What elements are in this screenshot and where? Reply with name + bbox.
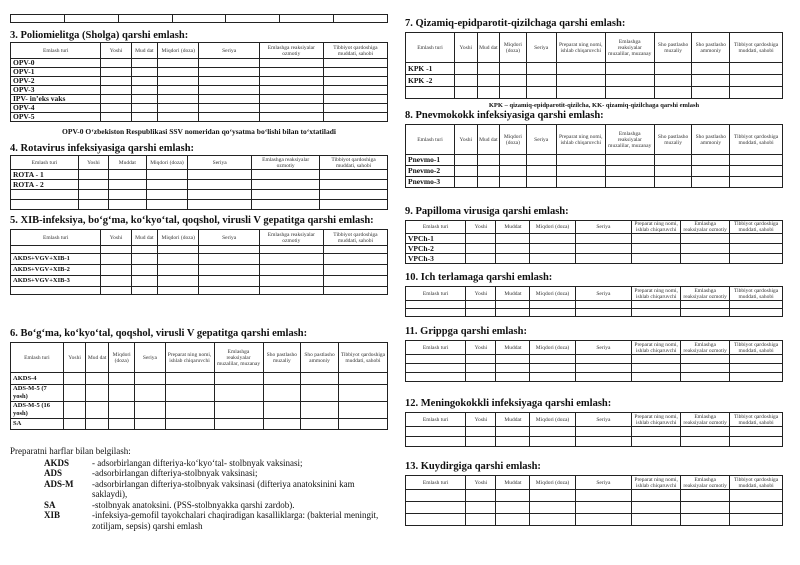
section-title: 3. Poliomielitga (Sholga) qarshi emlash: <box>10 30 189 41</box>
vaccination-table <box>405 475 783 526</box>
vaccination-table <box>10 155 388 210</box>
legend-code: AKDS <box>44 457 70 468</box>
section-4 <box>10 143 388 210</box>
legend-text: -infeksiya-gemofil tayokchalari chaqiradigan kasalliklarga: (bakterial meningit, zotiljam, sepsis) qarshi emlash <box>92 510 379 531</box>
column-header: Emlash turi <box>11 230 101 246</box>
column-header: Emlashga reaksiyalar ozmotiy <box>259 43 323 59</box>
vaccination-table <box>405 340 783 382</box>
column-header: Emlashga reaksiyalar ozmotiy <box>681 476 730 490</box>
section-note: OPV-0 O‘zbekiston Respublikasi SSV nomeridan qo‘ysatma bo‘lishi bilan to‘xtatiladi <box>62 127 336 136</box>
column-header: Miqdori (doza) <box>158 43 199 59</box>
section-title: 5. XIB-infeksiya, bo‘g‘ma, ko‘kyo‘tal, qoqshol, virusli V gepatitga qarshi emlash: <box>10 215 374 226</box>
top-stub-table <box>10 14 388 23</box>
column-header: Sho pastlasho ammoniy <box>301 343 339 373</box>
row-label: OPV-1 <box>11 68 101 77</box>
column-header: Sho pastlasho muzaliy <box>654 33 692 63</box>
column-header: Tibbiyot qardoshiga muddati, sahobi <box>730 287 783 301</box>
column-header: Mud dat <box>477 125 500 155</box>
legend-code: ADS-M <box>44 478 74 489</box>
row-label: AKDS+VGV+XIB-3 <box>11 276 101 287</box>
column-header: Mud dat <box>131 43 157 59</box>
section-note: KPK – qizamiq-epidparotit-qizilcha, KK- qizamiq-qizilchaga qarshi emlash <box>488 102 700 109</box>
column-header: Emlash turi <box>406 125 455 155</box>
column-header: Muddat <box>496 221 530 234</box>
legend-code: SA <box>44 499 56 510</box>
column-header: Emlash turi <box>406 221 466 234</box>
column-header: Seriya <box>135 343 165 373</box>
column-header: Tibbiyot qardoshiga muddati, sahobi <box>320 156 388 170</box>
column-header: Emlash turi <box>406 33 455 63</box>
legend-item <box>10 500 388 511</box>
column-header: Emlash turi <box>11 43 101 59</box>
vaccination-table <box>10 342 388 430</box>
column-header: Tibbiyot qardoshiga muddati, sahobi <box>730 125 783 155</box>
row-label: Pnevmo-3 <box>406 177 455 188</box>
legend-code: ADS <box>44 468 63 478</box>
column-header: Seriya <box>575 221 632 234</box>
column-header: Emlashga reaksiyalar ozmotiy <box>681 287 730 301</box>
column-header: Preparat ning nomi, ishlab chiqaruvchi <box>556 33 605 63</box>
row-label: ADS-M-5 (7 yosh) <box>11 385 64 402</box>
column-header: Emlash turi <box>11 343 64 373</box>
column-header: Miqdori (doza) <box>500 33 526 63</box>
legend-text: - adsorbirlangan difteriya-ko‘kyo‘tal- stolbnyak vaksinasi; <box>92 457 303 468</box>
legend-text: -adsorbirlangan difteriya-stolbnyak vaksinasi; <box>92 468 258 478</box>
column-header: Tibbiyot qardoshiga muddati, sahobi <box>323 43 387 59</box>
column-header: Tibbiyot qardoshiga muddati, sahobi <box>730 221 783 234</box>
column-header: Emlash turi <box>406 341 466 355</box>
column-header: Yoshi <box>466 476 496 490</box>
column-header: Yoshi <box>466 413 496 427</box>
column-header: Muddat <box>496 413 530 427</box>
section-title: 13. Kuydirgiga qarshi emlash: <box>405 461 541 472</box>
row-label: Pnevmo-2 <box>406 166 455 177</box>
column-header: Sho pastlasho muzaliy <box>654 125 692 155</box>
column-header: Emlashga reaksiyalar ozmotiy <box>252 156 320 170</box>
column-header: Emlashga reaksiyalar muzalilar, muzanay <box>605 125 654 155</box>
legend-item <box>10 510 388 531</box>
column-header: Sho pastlasho muzaliy <box>263 343 301 373</box>
row-label: VPCh-1 <box>406 234 466 244</box>
row-label: KPK -2 <box>406 75 455 87</box>
column-header: Preparat ning nomi, ishlab chiqaruvchi <box>632 221 681 234</box>
row-label: OPV-3 <box>11 86 101 95</box>
column-header: Yoshi <box>101 43 131 59</box>
column-header: Miqdori (doza) <box>530 341 575 355</box>
column-header: Miqdori (doza) <box>530 413 575 427</box>
section-7 <box>405 18 783 110</box>
section-title: 9. Papilloma virusiga qarshi emlash: <box>405 206 569 217</box>
row-label: ADS-M-5 (16 yosh) <box>11 402 64 419</box>
column-header: Muddat <box>496 341 530 355</box>
row-label: VPCh-3 <box>406 254 466 264</box>
row-label: OPV-0 <box>11 59 101 68</box>
section-8 <box>405 110 783 188</box>
row-label: OPV-4 <box>11 104 101 113</box>
row-label: KPK -1 <box>406 63 455 75</box>
column-header: Preparat ning nomi, ishlab chiqaruvchi <box>632 287 681 301</box>
column-header: Mud dat <box>131 230 157 246</box>
column-header: Emlashga reaksiyalar ozmotiy <box>681 413 730 427</box>
section-13 <box>405 461 783 526</box>
legend-item <box>10 468 388 479</box>
column-header: Tibbiyot qardoshiga muddati, sahobi <box>338 343 387 373</box>
column-header: Seriya <box>199 230 259 246</box>
column-header: Sho pastlasho ammoniy <box>692 33 730 63</box>
column-header: Emlashga reaksiyalar ozmotiy <box>681 341 730 355</box>
section-title: 11. Grippga qarshi emlash: <box>405 326 527 337</box>
row-label: AKDS+VGV+XIB-1 <box>11 254 101 265</box>
column-header: Yoshi <box>101 230 131 246</box>
column-header: Yoshi <box>455 33 478 63</box>
column-header: Seriya <box>575 287 632 301</box>
column-header: Tibbiyot qardoshiga muddati, sahobi <box>730 413 783 427</box>
column-header: Yoshi <box>466 341 496 355</box>
legend-code: XIB <box>44 510 61 520</box>
section-title: 4. Rotavirus infeksiyasiga qarshi emlash: <box>10 143 195 154</box>
legend-heading: Preparatni harflar bilan belgilash: <box>10 446 131 456</box>
column-header: Seriya <box>575 413 632 427</box>
section-title: 8. Pnevmokokk infeksiyasiga qarshi emlash: <box>405 110 604 121</box>
section-3 <box>10 30 388 136</box>
column-header: Preparat ning nomi, ishlab chiqaruvchi <box>632 341 681 355</box>
column-header: Emlashga reaksiyalar muzalilar, muzanay <box>214 343 263 373</box>
column-header: Muddat <box>496 287 530 301</box>
section-title: 7. Qizamiq-epidparotit-qizilchaga qarshi emlash: <box>405 18 626 29</box>
row-label: ROTA - 2 <box>11 180 79 190</box>
column-header: Tibbiyot qardoshiga muddati, sahobi <box>730 476 783 490</box>
section-title: 10. Ich terlamaga qarshi emlash: <box>405 272 553 283</box>
column-header: Miqdori (doza) <box>158 230 199 246</box>
column-header: Seriya <box>526 33 556 63</box>
legend-item <box>10 479 388 500</box>
legend-text: -stolbnyak anatoksini. (PSS-stolbnyakka qarshi zardob). <box>92 499 295 510</box>
column-header: Seriya <box>575 341 632 355</box>
column-header: Mud dat <box>86 343 109 373</box>
column-header: Emlash turi <box>11 156 79 170</box>
legend-text: -adsorbirlangan difteriya-stolbnyak vaksinasi (difteriya anatoksinini kam saklaydi), <box>92 478 355 499</box>
vaccination-table <box>10 229 388 295</box>
section-9 <box>405 206 783 264</box>
column-header: Tibbiyot qardoshiga muddati, sahobi <box>730 341 783 355</box>
column-header: Muddat <box>496 476 530 490</box>
column-header: Miqdori (doza) <box>146 156 187 170</box>
section-11 <box>405 326 783 382</box>
column-header: Yoshi <box>63 343 86 373</box>
legend-item <box>10 458 388 469</box>
column-header: Tibbiyot qardoshiga muddati, sahobi <box>730 33 783 63</box>
column-header: Yoshi <box>78 156 108 170</box>
column-header: Miqdori (doza) <box>530 287 575 301</box>
abbreviation-legend <box>10 446 388 531</box>
row-label: ROTA - 1 <box>11 170 79 180</box>
vaccination-table <box>405 220 783 264</box>
row-label: IPV- in’eks vaks <box>11 95 101 104</box>
column-header: Preparat ning nomi, ishlab chiqaruvchi <box>165 343 214 373</box>
column-header: Tibbiyot qardoshiga muddati, sahobi <box>323 230 387 246</box>
row-label: AKDS+VGV+XIB-2 <box>11 265 101 276</box>
column-header: Emlashga reaksiyalar ozmotiy <box>259 230 323 246</box>
column-header: Emlash turi <box>406 413 466 427</box>
section-12 <box>405 398 783 447</box>
row-label: AKDS-4 <box>11 373 64 385</box>
column-header: Emlash turi <box>406 476 466 490</box>
column-header: Yoshi <box>466 221 496 234</box>
section-title: 6. Bo‘g‘ma, ko‘kyo‘tal, qoqshol, virusli V gepatitga qarshi emlash: <box>10 328 308 339</box>
column-header: Muddat <box>109 156 147 170</box>
vaccination-table <box>405 124 783 188</box>
row-label: OPV-5 <box>11 113 101 122</box>
row-label: SA <box>11 419 64 430</box>
column-header: Miqdori (doza) <box>530 476 575 490</box>
section-6 <box>10 328 388 430</box>
column-header: Preparat ning nomi, ishlab chiqaruvchi <box>556 125 605 155</box>
column-header: Emlashga reaksiyalar ozmotiy <box>681 221 730 234</box>
column-header: Seriya <box>188 156 252 170</box>
section-title: 12. Meningokokkli infeksiyaga qarshi emlash: <box>405 398 612 409</box>
row-label: Pnevmo-1 <box>406 155 455 166</box>
column-header: Preparat ning nomi, ishlab chiqaruvchi <box>632 476 681 490</box>
vaccination-table <box>10 42 388 122</box>
column-header: Emlash turi <box>406 287 466 301</box>
column-header: Miqdori (doza) <box>530 221 575 234</box>
column-header: Seriya <box>199 43 259 59</box>
column-header: Miqdori (doza) <box>500 125 526 155</box>
column-header: Yoshi <box>455 125 478 155</box>
section-10 <box>405 272 783 317</box>
column-header: Emlashga reaksiyalar muzalilar, muzanay <box>605 33 654 63</box>
vaccination-table <box>405 286 783 317</box>
row-label: VPCh-2 <box>406 244 466 254</box>
column-header: Seriya <box>526 125 556 155</box>
column-header: Miqdori (doza) <box>108 343 134 373</box>
vaccination-table <box>405 412 783 447</box>
section-5 <box>10 214 388 295</box>
vaccination-table <box>405 32 783 99</box>
column-header: Mud dat <box>477 33 500 63</box>
row-label: OPV-2 <box>11 77 101 86</box>
column-header: Sho pastlasho ammoniy <box>692 125 730 155</box>
column-header: Seriya <box>575 476 632 490</box>
column-header: Yoshi <box>466 287 496 301</box>
column-header: Preparat ning nomi, ishlab chiqaruvchi <box>632 413 681 427</box>
